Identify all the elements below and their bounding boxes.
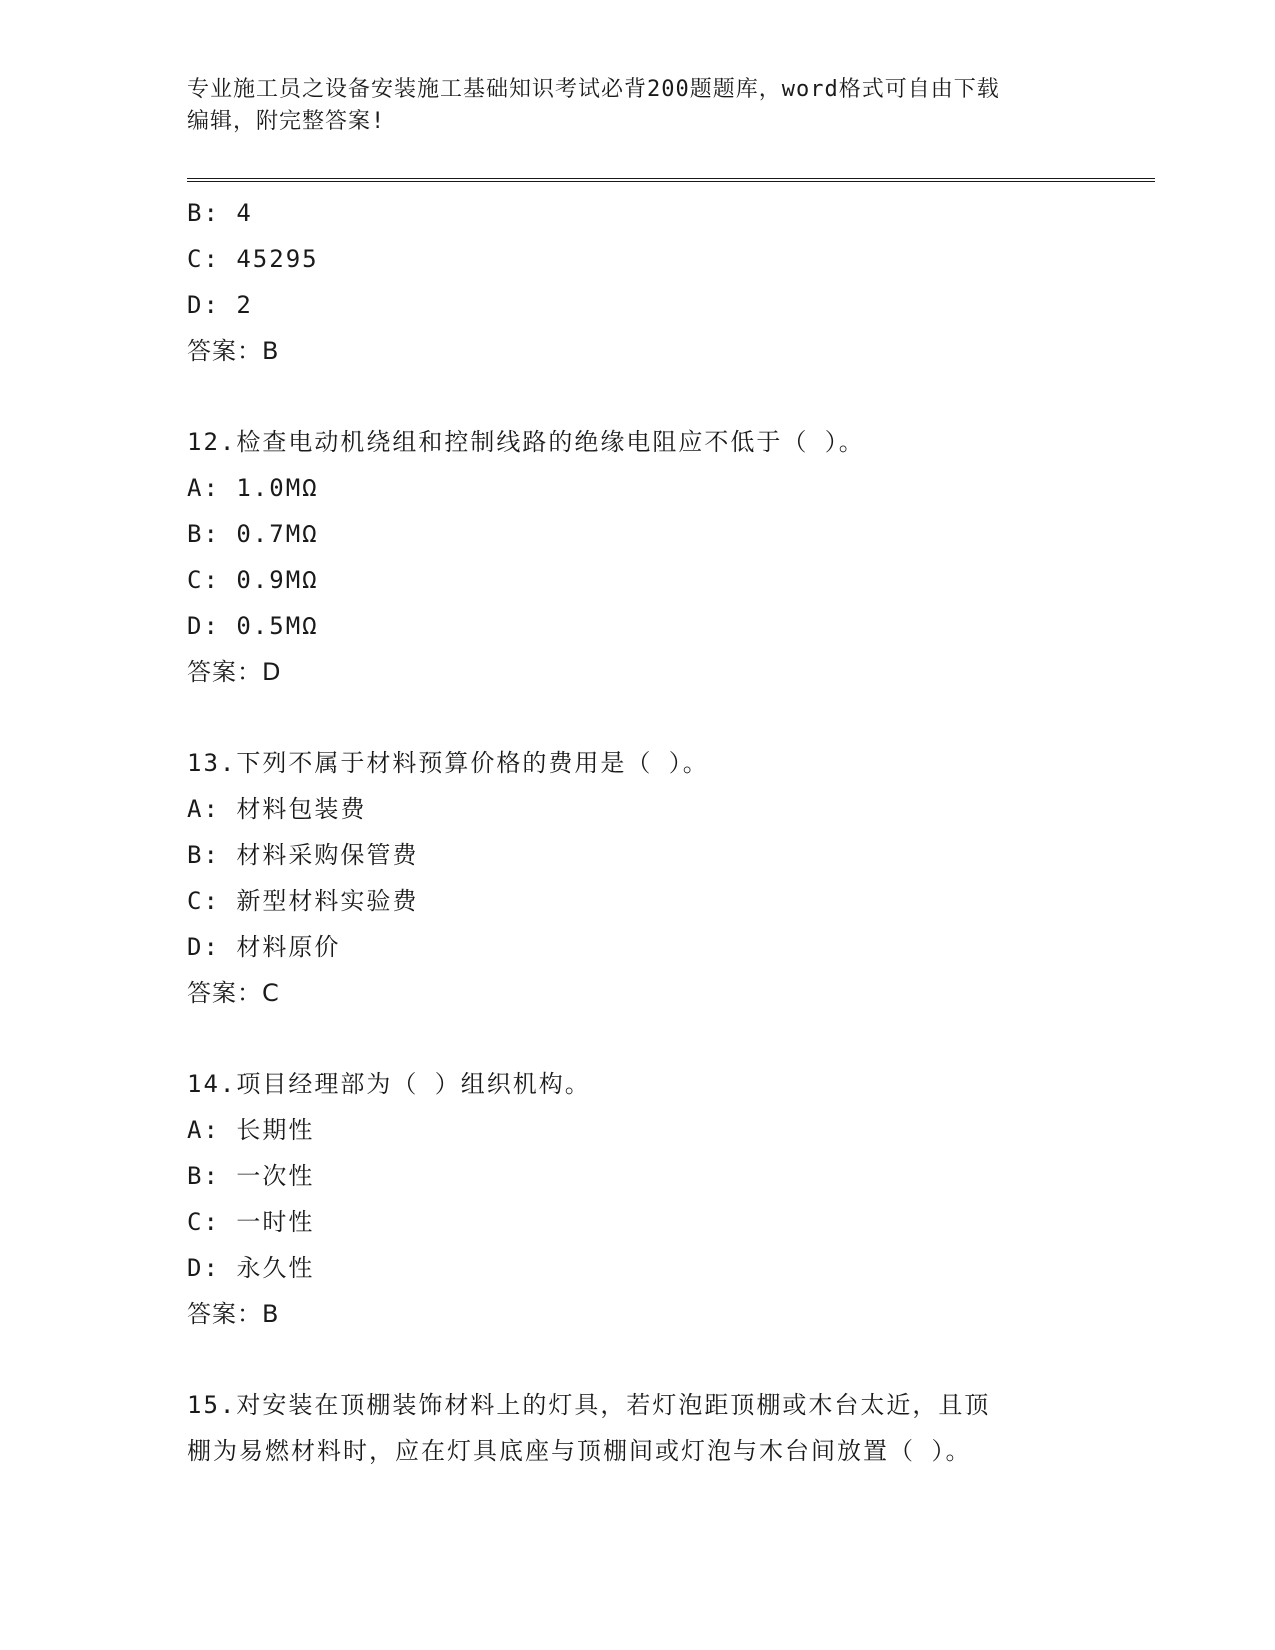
question-15 (187, 1382, 1087, 1474)
option-c: C: 45295 (187, 245, 319, 273)
question-list (187, 190, 1087, 1474)
question-title: 14.项目经理部为（ ）组织机构。 (187, 1070, 591, 1098)
option-a: A: 1.0MΩ (187, 474, 319, 502)
option-c: C: 一时性 (187, 1208, 315, 1236)
answer: 答案：B (187, 337, 280, 365)
question-title: 12.检查电动机绕组和控制线路的绝缘电阻应不低于（ ）。 (187, 428, 865, 456)
option-b: B: 0.7MΩ (187, 520, 319, 548)
option-d: D: 永久性 (187, 1254, 315, 1282)
option-b: B: 4 (187, 199, 253, 227)
question-title: 13.下列不属于材料预算价格的费用是（ ）。 (187, 749, 709, 777)
answer: 答案：D (187, 658, 282, 686)
answer: 答案：B (187, 1300, 280, 1328)
option-c: C: 0.9MΩ (187, 566, 319, 594)
option-b: B: 材料采购保管费 (187, 841, 419, 869)
question-11-continued (187, 190, 1087, 374)
question-13 (187, 740, 1087, 1016)
option-c: C: 新型材料实验费 (187, 887, 419, 915)
header-title-line-2: 编辑，附完整答案! (187, 109, 386, 134)
option-d: D: 0.5MΩ (187, 612, 319, 640)
document-header (187, 74, 1087, 138)
question-title-line-2: 棚为易燃材料时，应在灯具底座与顶棚间或灯泡与木台间放置（ ）。 (187, 1437, 972, 1465)
option-b: B: 一次性 (187, 1162, 315, 1190)
header-divider (187, 178, 1155, 182)
answer: 答案：C (187, 979, 280, 1007)
option-d: D: 2 (187, 291, 253, 319)
question-14 (187, 1061, 1087, 1337)
option-a: A: 长期性 (187, 1116, 315, 1144)
header-title-line-1: 专业施工员之设备安装施工基础知识考试必背200题题库，word格式可自由下载 (187, 77, 1000, 102)
option-d: D: 材料原价 (187, 933, 341, 961)
option-a: A: 材料包装费 (187, 795, 367, 823)
question-title-line-1: 15.对安装在顶棚装饰材料上的灯具，若灯泡距顶棚或木台太近，且顶 (187, 1391, 991, 1419)
question-12 (187, 419, 1087, 695)
